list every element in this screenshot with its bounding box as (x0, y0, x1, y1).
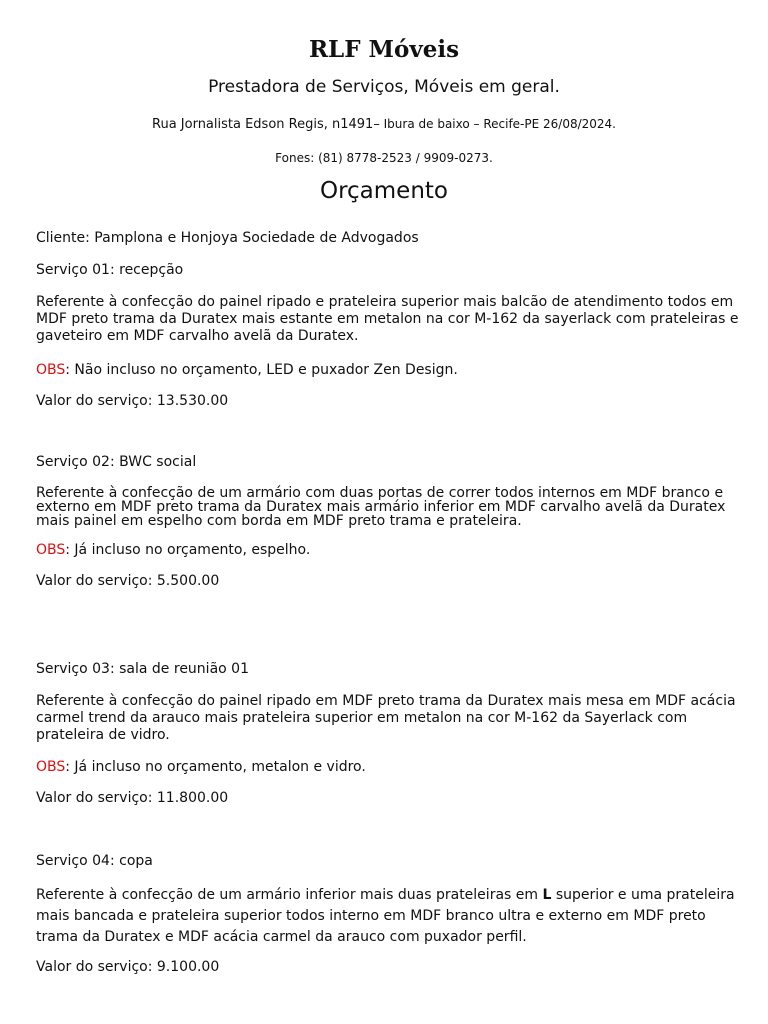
service-02-value: Valor do serviço: 5.500.00 (36, 573, 220, 589)
service-04-value: Valor do serviço: 9.100.00 (36, 959, 220, 975)
obs-label: OBS (36, 542, 66, 558)
company-tagline: Prestadora de Serviços, Móveis em geral. (208, 77, 560, 97)
service-03-description: Referente à confecção do painel ripado em MDF preto trama da Duratex mais mesa em MDF acácia carmel trend da arauco mais prateleira superior em metalon na cor M-162 da Sayerlack com prateleira de vidro. (36, 693, 736, 743)
client-line: Cliente: Pamplona e Honjoya Sociedade de Advogados (36, 230, 419, 246)
service-01-obs (36, 362, 458, 378)
obs-text: : Já incluso no orçamento, espelho. (65, 542, 311, 558)
company-name: RLF Móveis (308, 36, 460, 63)
service-02-obs (36, 542, 310, 558)
service-01-description: Referente à confecção do painel ripado e prateleira superior mais balcão de atendimento todos em MDF preto trama da Duratex mais estante em metalon na cor M-162 da sayerlack com prateleiras e gaveteiro em MDF carvalho avelã da Duratex. (36, 294, 739, 344)
service-02-heading: Serviço 02: BWC social (36, 454, 197, 470)
service-03-value: Valor do serviço: 11.800.00 (36, 790, 229, 806)
service-04-description (36, 885, 742, 948)
service-01-heading: Serviço 01: recepção (36, 262, 184, 278)
service-02-description: Referente à confecção de um armário com duas portas de correr todos internos em MDF branco e externo em MDF preto trama da Duratex mais armário inferior em MDF carvalho avelã da Duratex mais painel em espelho com borda em MDF preto trama e prateleira. (36, 485, 726, 529)
obs-label: OBS (36, 759, 66, 775)
address-rest: Ibura de baixo – Recife-PE 26/08/2024. (379, 117, 616, 131)
service-03-heading: Serviço 03: sala de reunião 01 (36, 661, 249, 677)
document-title: Orçamento (319, 178, 449, 204)
description-end: superior e uma prateleira mais bancada e prateleira superior todos interno em MDF branco ultra e externo em MDF preto trama da Duratex e MDF acácia carmel da arauco com puxador perfil. (36, 887, 735, 945)
address-main: Rua Jornalista Edson Regis, n1491– (152, 117, 380, 132)
obs-label: OBS (36, 362, 66, 378)
service-01-value: Valor do serviço: 13.530.00 (36, 393, 229, 409)
description-bold-letter: L (542, 887, 552, 903)
company-phones: Fones: (81) 8778-2523 / 9909-0273. (275, 151, 493, 165)
obs-text: : Não incluso no orçamento, LED e puxador Zen Design. (65, 362, 458, 378)
service-03-obs (36, 759, 366, 775)
obs-text: : Já incluso no orçamento, metalon e vidro. (65, 759, 366, 775)
service-04-heading: Serviço 04: copa (36, 853, 153, 869)
description-start: Referente à confecção de um armário inferior mais duas prateleiras em (36, 887, 543, 903)
company-address (0, 117, 768, 132)
